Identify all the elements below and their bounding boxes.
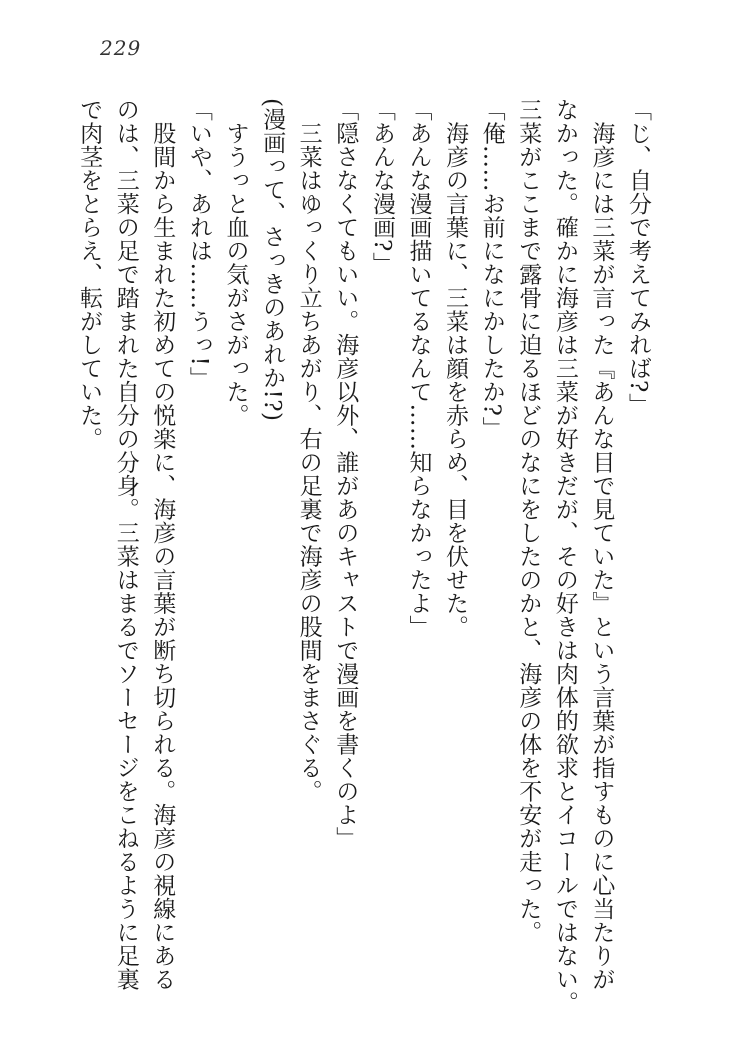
text-line: 三菜はゆっくり立ちあがり、右の足裏で海彦の股間をまさぐる。 xyxy=(295,98,322,803)
text-line: 「いや、あれは……うっ!」 xyxy=(185,98,212,390)
vertical-text-body xyxy=(74,98,652,1018)
text-line: 「あんな漫画描いてるなんて……知らなかったよ」 xyxy=(405,98,432,639)
text-line: なかった。確かに海彦は三菜が好きだが、その好きは肉体的欲求とイコールではない。 xyxy=(551,98,578,1015)
text-line: 三菜がここまで露骨に迫るほどのなにをしたのかと、海彦の体を不安が走った。 xyxy=(515,98,542,944)
text-line: (漫画って、さっきのあれか!?) xyxy=(259,98,286,422)
text-line: で肉茎をとらえ、転がしていた。 xyxy=(76,98,103,451)
text-line: 「俺……お前になにかしたか?」 xyxy=(478,98,505,440)
text-line: すうっと血の気がさがった。 xyxy=(222,98,249,427)
text-line: 「あんな漫画?」 xyxy=(368,98,395,276)
text-line: 股間から生まれた初めての悦楽に、海彦の言葉が断ち切られる。海彦の視線にある xyxy=(149,98,176,991)
text-line: 「じ、自分で考えてみれば?」 xyxy=(625,98,651,417)
page-number: 229 xyxy=(100,36,142,60)
text-line: のは、三菜の足で踏まれた自分の分身。三菜はまるでソーセージをこねるように足裏 xyxy=(112,98,139,991)
text-line: 「隠さなくてもいい。海彦以外、誰があのキャストで漫画を書くのよ」 xyxy=(332,98,359,850)
text-line: 海彦の言葉に、三菜は顔を赤らめ、目を伏せた。 xyxy=(442,98,469,639)
text-line: 海彦には三菜が言った『あんな目で見ていた』という言葉が指すものに心当たりが xyxy=(588,98,615,991)
